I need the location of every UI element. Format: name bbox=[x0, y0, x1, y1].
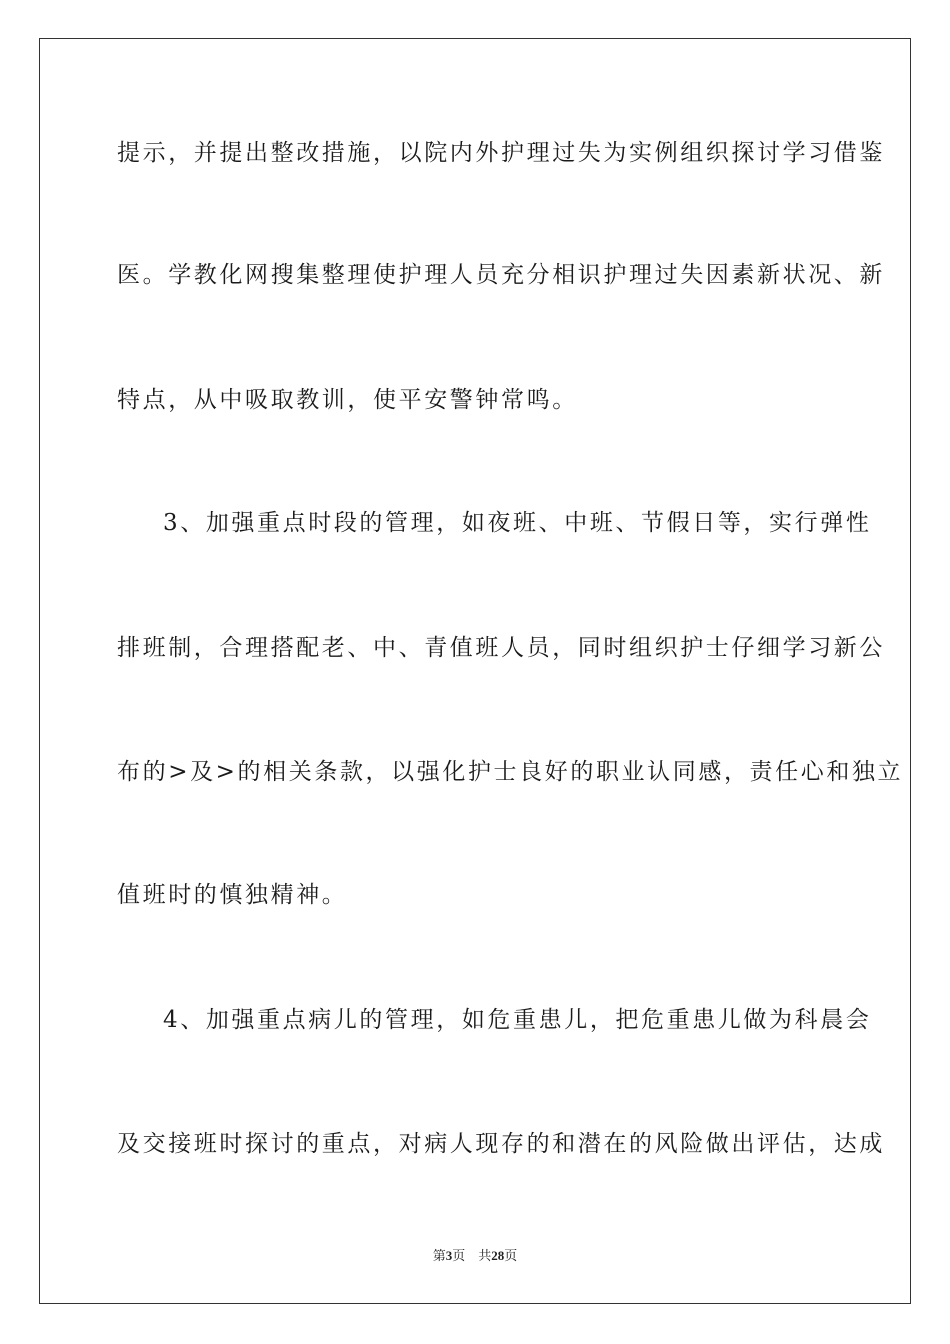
paragraph-4-start: 4、加强重点病儿的管理，如危重患儿，把危重患儿做为科晨会 bbox=[163, 1007, 872, 1033]
text-line: 布的>及>的相关条款，以强化护士良好的职业认同感，责任心和独立 bbox=[117, 759, 904, 785]
text-line: 值班时的慎独精神。 bbox=[117, 882, 348, 908]
text-line: 特点，从中吸取教训，使平安警钟常鸣。 bbox=[117, 387, 578, 413]
text-line: 排班制，合理搭配老、中、青值班人员，同时组织护士仔细学习新公 bbox=[117, 635, 885, 661]
text-line: 及交接班时探讨的重点，对病人现存的和潜在的风险做出评估，达成 bbox=[117, 1131, 885, 1157]
page-number-label: 第3页 bbox=[432, 1248, 466, 1263]
page-footer bbox=[0, 1247, 950, 1265]
text-line: 医。学教化网搜集整理使护理人员充分相识护理过失因素新状况、新 bbox=[117, 262, 885, 288]
text-line: 提示，并提出整改措施，以院内外护理过失为实例组织探讨学习借鉴 bbox=[117, 140, 885, 166]
page-border bbox=[39, 38, 911, 1304]
total-pages-label: 共28页 bbox=[478, 1248, 518, 1263]
paragraph-3-start: 3、加强重点时段的管理，如夜班、中班、节假日等，实行弹性 bbox=[163, 510, 872, 536]
